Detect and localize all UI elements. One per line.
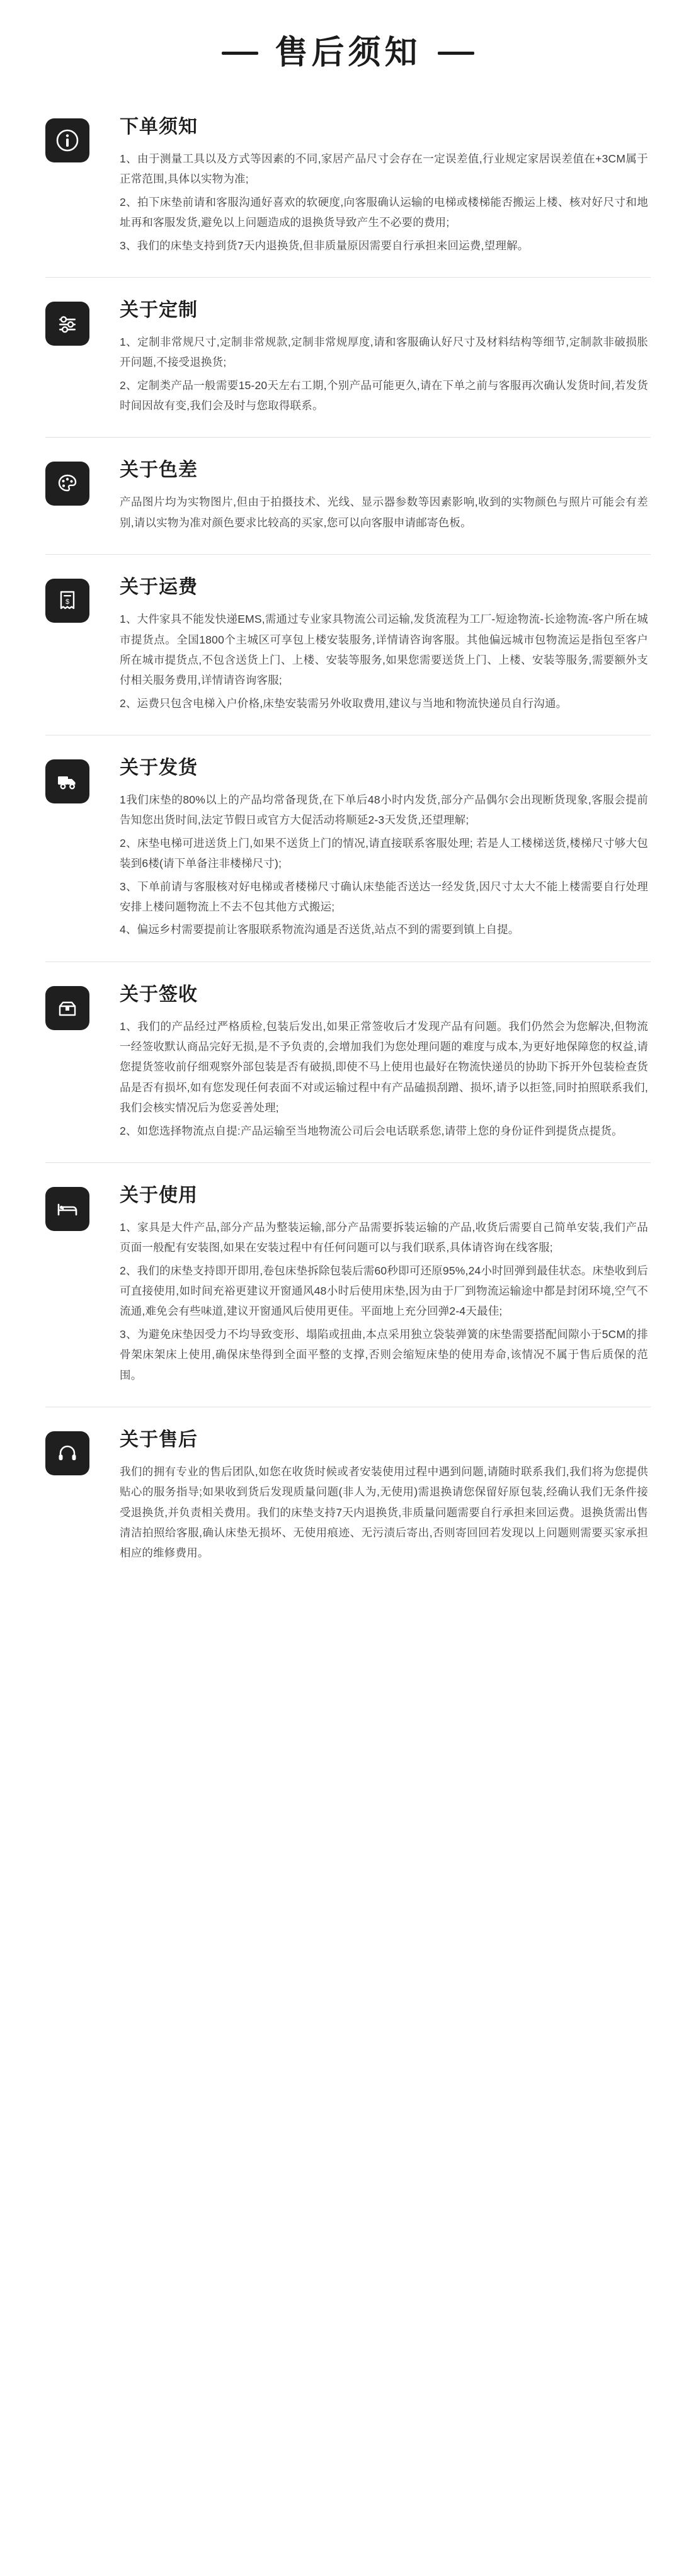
section-usage bbox=[45, 1163, 651, 1407]
section-title: 关于发货 bbox=[120, 757, 198, 778]
section-paragraph: 1、我们的产品经过严格质检,包装后发出,如果正常签收后才发现产品有问题。我们仍然会为您解决,但物流一经签收默认商品完好无损,是不予负责的,会增加我们为您处理问题的难度与成本,为更好地保障您的权益,请您提货签收前仔细观察外部包装是否有破损,即使不马上使用也最好在物流快递员的协助下拆开外包装检查货品是否有损坏,如有您发现任何表面不对或运输过程中有产品磕损刮蹭、损坏,请予以拒签,同时拍照联系我们,我们会核实情况后为您妥善处理; bbox=[120, 1019, 648, 1115]
section-customization bbox=[45, 278, 651, 438]
section-dispatch bbox=[45, 735, 651, 962]
receipt-icon bbox=[45, 579, 89, 623]
section-shipping-fee bbox=[45, 555, 651, 735]
section-title: 关于售后 bbox=[120, 1429, 198, 1450]
section-paragraph: 4、偏远乡村需要提前让客服联系物流沟通是否送货,站点不到的需要到镇上自提。 bbox=[120, 923, 520, 936]
section-paragraph: 我们的拥有专业的售后团队,如您在收货时候或者安装使用过程中遇到问题,请随时联系我们,我们将为您提供贴心的服务指导;如果收到货后发现质量问题(非人为,无使用)需退换请您保留好原包装,经确认我们无条件接受退换货,并负责相关费用。我们的床垫支持7天内退换货,非质量问题需要自行承担来回运费。退换货需出售清洁拍照给客服,确认床垫无损坏、无使用痕迹、无污渍后寄出,否则寄回回若发现以上问题则需要买家承担相应的维修费用。 bbox=[120, 1465, 648, 1560]
section-paragraph: 2、我们的床垫支持即开即用,卷包床垫拆除包装后需60秒即可还原95%,24小时回弹到最佳状态。床垫收到后可直接使用,如时间充裕更建议开窗通风48小时后使用床垫,因为由于厂到物流运输途中都是封闭环境,空气不流通,难免会有些味道,建议开窗通风后使用更佳。平面地上充分回弹2-4天最佳; bbox=[120, 1264, 648, 1318]
section-color-difference bbox=[45, 438, 651, 555]
bed-icon bbox=[45, 1187, 89, 1231]
section-paragraph: 3、为避免床垫因受力不均导致变形、塌陷或扭曲,本点采用独立袋装弹簧的床垫需要搭配间隙小于5CM的排骨架床架床上使用,确保床垫得到全面平整的支撑,否则会缩短床垫的使用寿命,该情况不属于售后质保的范围。 bbox=[120, 1327, 648, 1382]
section-body bbox=[120, 299, 651, 416]
section-paragraph: 1、大件家具不能发快递EMS,需通过专业家具物流公司运输,发货流程为工厂-短途物流-长途物流-客户所在城市提货点。全国1800个主城区可享包上楼安装服务,详情请咨询客服。其他偏远城市包物流运是指包至客户所在城市提货点,不包含送货上门、上楼、安装等服务,如果您需要送货上门、上楼、安装等服务,需要额外支付相关服务费用,详情请咨询客服; bbox=[120, 613, 648, 687]
section-paragraph: 2、运费只包含电梯入户价格,床垫安装需另外收取费用,建议与当地和物流快递员自行沟通。 bbox=[120, 696, 568, 710]
section-title: 下单须知 bbox=[120, 116, 198, 137]
section-body bbox=[120, 1429, 651, 1563]
icon-column bbox=[45, 299, 120, 346]
info-circle-icon bbox=[45, 118, 89, 162]
section-paragraph: 2、定制类产品一般需要15-20天左右工期,个别产品可能更久,请在下单之前与客服再次确认发货时间,若发货时间因故有变,我们会及时与您取得联系。 bbox=[120, 378, 648, 412]
sections-container bbox=[0, 94, 696, 1585]
section-paragraph: 1我们床垫的80%以上的产品均常备现货,在下单后48小时内发货,部分产品偶尔会出现断货现象,客服会提前告知您出货时间,法定节假日或官方大促活动将顺延2-3天发货,还望理解; bbox=[120, 793, 648, 827]
truck-icon bbox=[45, 759, 89, 803]
section-paragraph: 3、我们的床垫支持到货7天内退换货,但非质量原因需要自行承担来回运费,望理解。 bbox=[120, 239, 529, 252]
section-paragraph: 1、家具是大件产品,部分产品为整装运输,部分产品需要拆装运输的产品,收货后需要自己简单安装,我们产品页面一般配有安装图,如果在安装过程中有任何问题可以与我们联系,具体请咨询在线客服; bbox=[120, 1220, 648, 1254]
section-order-notice bbox=[45, 94, 651, 278]
icon-column bbox=[45, 984, 120, 1030]
icon-column bbox=[45, 459, 120, 506]
icon-column bbox=[45, 757, 120, 803]
icon-column bbox=[45, 1184, 120, 1231]
section-paragraph: 1、定制非常规尺寸,定制非常规款,定制非常规厚度,请和客服确认好尺寸及材料结构等细节,定制款非破损胀开问题,不接受退换货; bbox=[120, 335, 648, 369]
section-body bbox=[120, 576, 651, 713]
section-paragraph: 2、拍下床垫前请和客服沟通好喜欢的软硬度,向客服确认运输的电梯或楼梯能否搬运上楼、核对好尺寸和地址再和客服发货,避免以上问题造成的退换货导致产生不必要的费用; bbox=[120, 195, 648, 229]
palette-icon bbox=[45, 462, 89, 506]
open-box-icon bbox=[45, 986, 89, 1030]
section-paragraph: 1、由于测量工具以及方式等因素的不同,家居产品尺寸会存在一定误差值,行业规定家居误差值在+3CM属于正常范围,具体以实物为准; bbox=[120, 152, 648, 186]
sliders-icon bbox=[45, 302, 89, 346]
icon-column bbox=[45, 1429, 120, 1475]
section-after-sales bbox=[45, 1407, 651, 1585]
section-body bbox=[120, 757, 651, 940]
section-title: 关于签收 bbox=[120, 984, 198, 1005]
section-body bbox=[120, 984, 651, 1141]
page-title: 售后须知 bbox=[275, 35, 421, 71]
icon-column bbox=[45, 116, 120, 162]
section-title: 关于运费 bbox=[120, 577, 198, 598]
headset-icon bbox=[45, 1431, 89, 1475]
section-title: 关于定制 bbox=[120, 299, 198, 321]
section-paragraph: 2、床垫电梯可进送货上门,如果不送货上门的情况,请直接联系客服处理; 若是人工楼梯送货,楼梯尺寸够大包装到6楼(请下单备注非楼梯尺寸); bbox=[120, 836, 648, 870]
section-title: 关于色差 bbox=[120, 460, 198, 481]
title-rule-left bbox=[222, 52, 258, 55]
icon-column bbox=[45, 576, 120, 623]
section-title: 关于使用 bbox=[120, 1184, 198, 1206]
section-paragraph: 产品图片均为实物图片,但由于拍摄技术、光线、显示器参数等因素影响,收到的实物颜色与照片可能会有差别,请以实物为准对颜色要求比较高的买家,您可以向客服申请邮寄色板。 bbox=[120, 496, 648, 529]
section-body bbox=[120, 1184, 651, 1385]
section-paragraph: 3、下单前请与客服核对好电梯或者楼梯尺寸确认床垫能否送达一经发货,因尺寸太大不能上楼需要自行处理安排上楼问题物流上不去不包其他方式搬运; bbox=[120, 880, 648, 913]
section-receipt-signing bbox=[45, 962, 651, 1163]
page-title-banner bbox=[0, 0, 696, 94]
section-body bbox=[120, 116, 651, 256]
svg-text:$: $ bbox=[65, 598, 70, 606]
title-rule-right bbox=[438, 52, 474, 55]
section-paragraph: 2、如您选择物流点自提:产品运输至当地物流公司后会电话联系您,请带上您的身份证件到提货点提货。 bbox=[120, 1124, 623, 1137]
section-body bbox=[120, 459, 651, 533]
